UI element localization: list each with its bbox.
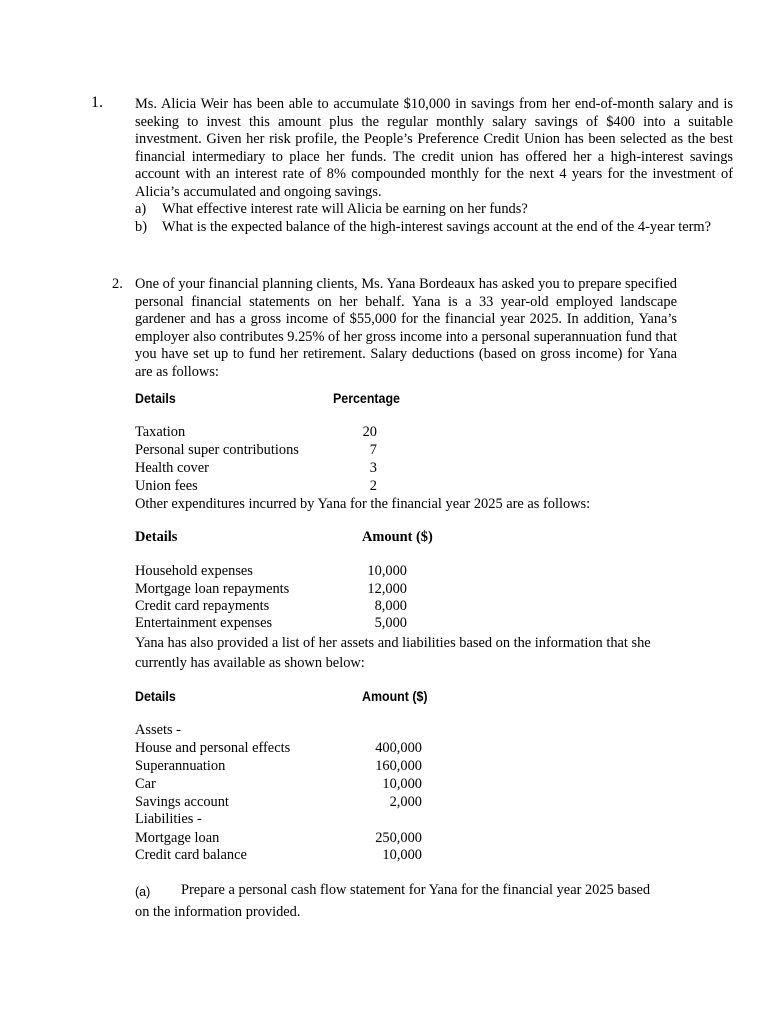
liability-label: Credit card balance [135, 847, 247, 863]
deduction-label: Taxation [135, 424, 186, 440]
balance-header-amount: Amount ($) [362, 689, 428, 704]
deduction-value: 7 [369, 442, 377, 458]
part-a-text-line-2: on the information provided. [135, 904, 301, 920]
liability-value: 250,000 [375, 830, 422, 846]
asset-label: Superannuation [135, 758, 226, 774]
part-a-label: (a) [135, 885, 151, 899]
expenditure-value: 5,000 [374, 615, 407, 631]
deduction-value: 2 [369, 478, 377, 494]
asset-value: 400,000 [375, 740, 422, 756]
question-1 [135, 96, 733, 236]
liability-value: 10,000 [382, 847, 422, 863]
assets-label: Assets - [135, 722, 181, 738]
question-1-number: 1. [91, 94, 103, 111]
expenditure-label: Credit card repayments [135, 598, 270, 614]
liability-label: Mortgage loan [135, 830, 220, 846]
asset-label: Savings account [135, 794, 229, 810]
part-a-text-line-1: Prepare a personal cash flow statement for Yana for the financial year 2025 based [181, 882, 651, 898]
part-text: What effective interest rate will Alicia be earning on her funds? [162, 201, 528, 217]
deductions-header-percentage: Percentage [333, 391, 400, 406]
deduction-value: 20 [362, 424, 377, 440]
expenditures-header-amount: Amount ($) [362, 529, 433, 545]
question-1-part-b [135, 219, 733, 237]
expenditures-intro: Other expenditures incurred by Yana for the financial year 2025 are as follows: [135, 496, 591, 512]
deduction-value: 3 [369, 460, 377, 476]
part-label: b) [135, 218, 147, 235]
liabilities-label: Liabilities - [135, 811, 202, 827]
deductions-header-details: Details [135, 391, 176, 406]
expenditure-label: Mortgage loan repayments [135, 581, 290, 597]
expenditure-value: 12,000 [367, 581, 407, 597]
expenditures-header-details: Details [135, 529, 178, 545]
asset-value: 160,000 [375, 758, 422, 774]
question-2-number: 2. [112, 276, 123, 292]
expenditure-value: 8,000 [374, 598, 407, 614]
asset-value: 2,000 [389, 794, 422, 810]
deduction-label: Health cover [135, 460, 209, 476]
assets-intro-line-1: Yana has also provided a list of her assets and liabilities based on the information that she [135, 635, 651, 651]
part-label: a) [135, 201, 147, 217]
expenditure-label: Entertainment expenses [135, 615, 273, 631]
part-text: What is the expected balance of the high-interest savings account at the end of the 4-year term? [162, 218, 712, 235]
deduction-label: Personal super contributions [135, 442, 299, 458]
asset-value: 10,000 [382, 776, 422, 792]
question-2-intro: One of your financial planning clients, Ms. Yana Bordeaux has asked you to prepare specified personal financial statements on her behalf. Yana is a 33 year-old employed landscape gardener and has a gross income of $55,000 for the financial year 2025. In addition, Yana’s employer also contributes 9.25% of her gross income into a personal superannuation fund that you have set up to fund her retirement. Salary deductions (based on gross income) for Yana are as follows: [135, 276, 677, 380]
deduction-label: Union fees [135, 478, 198, 494]
question-1-part-a [135, 201, 733, 219]
expenditure-label: Household expenses [135, 563, 253, 579]
expenditure-value: 10,000 [367, 563, 407, 579]
balance-header-details: Details [135, 689, 176, 704]
asset-label: House and personal effects [135, 740, 291, 756]
assets-intro-line-2: currently has available as shown below: [135, 655, 365, 671]
question-1-text: Ms. Alicia Weir has been able to accumulate $10,000 in savings from her end-of-month salary and is seeking to invest this amount plus the regular monthly salary savings of $400 into a suitable investment. Given her risk profile, the People’s Preference Credit Union has been selected as the best financial intermediary to place her funds. The credit union has offered her a high-interest savings account with an interest rate of 8% compounded monthly for the next 4 years for the investment of Alicia’s accumulated and ongoing savings. [135, 96, 733, 200]
asset-label: Car [135, 776, 156, 792]
